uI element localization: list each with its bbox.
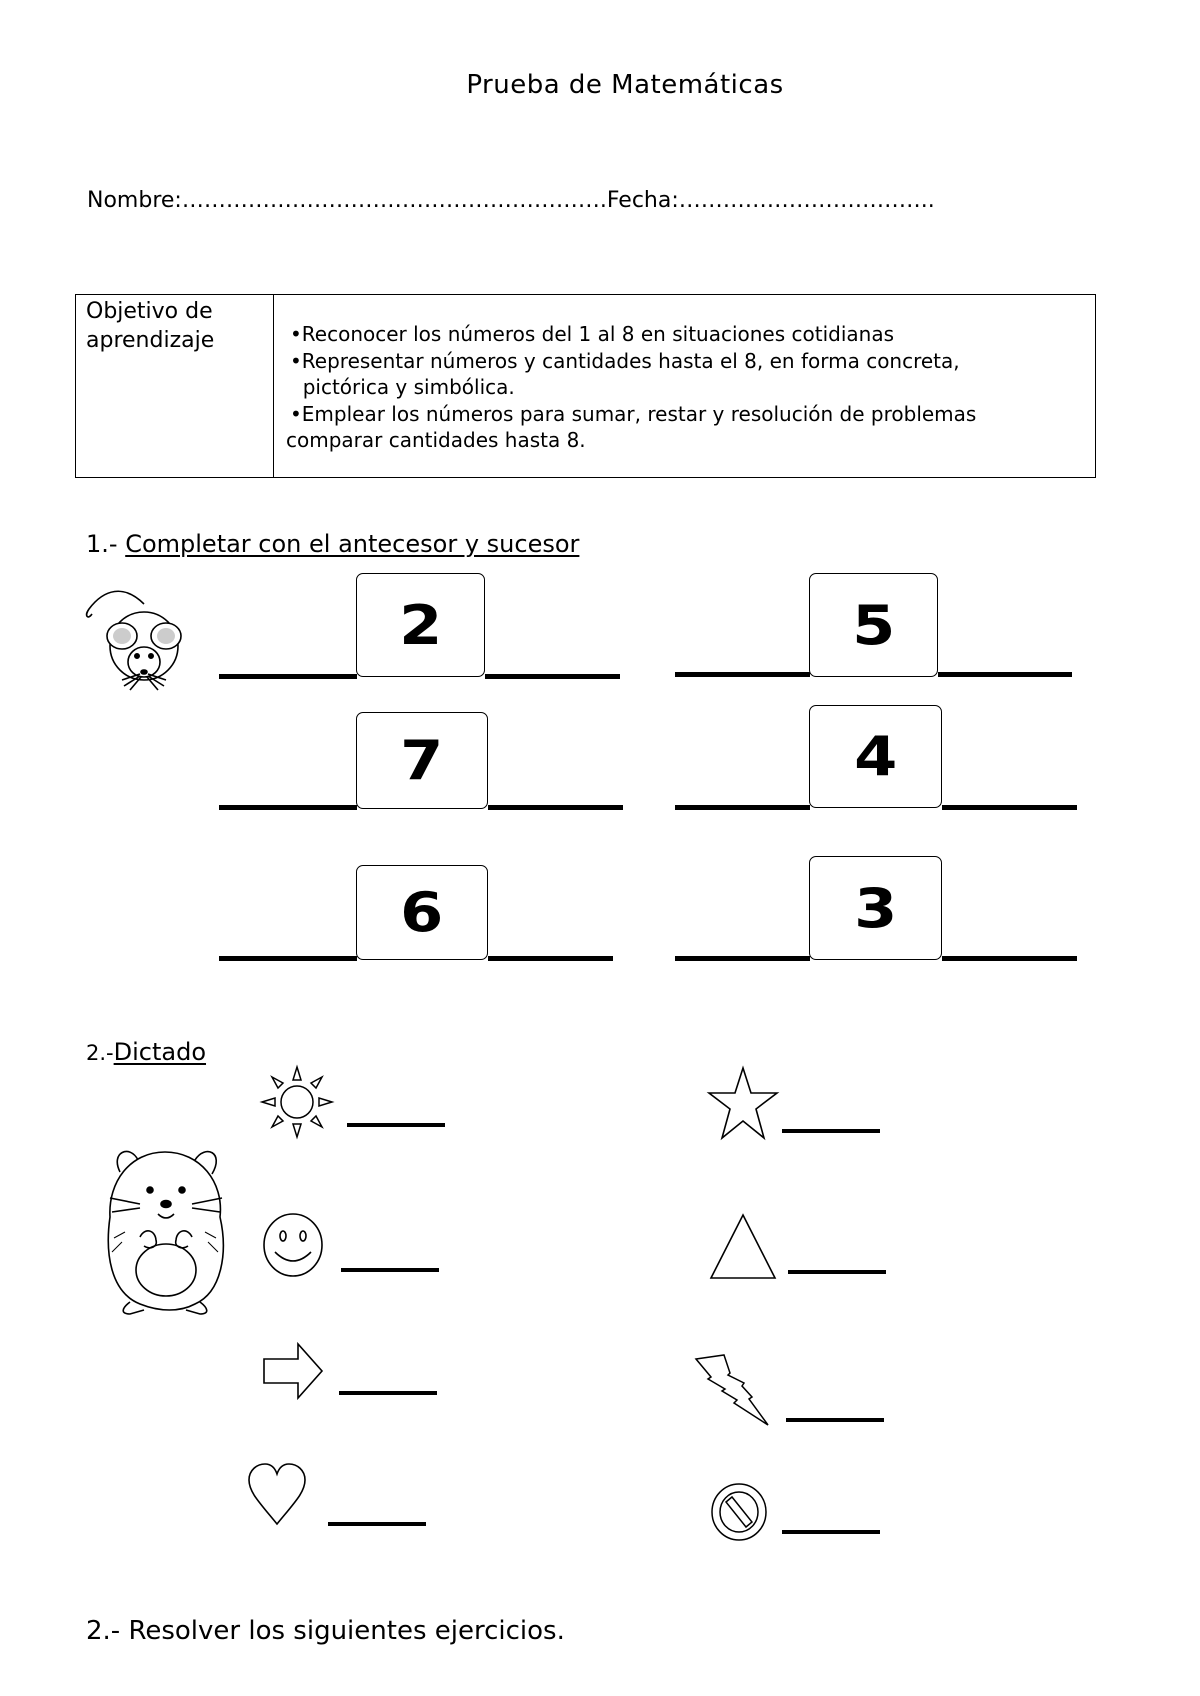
objective-item: comparar cantidades hasta 8. bbox=[286, 428, 586, 452]
section1-title: Completar con el antecesor y sucesor bbox=[125, 530, 580, 558]
answer-line[interactable] bbox=[339, 1391, 437, 1395]
name-date-line bbox=[87, 188, 935, 213]
number-box: 4 bbox=[809, 705, 942, 808]
antecedent-line[interactable] bbox=[219, 805, 357, 810]
successor-line[interactable] bbox=[938, 672, 1072, 677]
mouse-illustration bbox=[84, 584, 204, 696]
objective-item: •Representar números y cantidades hasta el 8, en forma concreta, bbox=[290, 348, 960, 373]
section1-number: 1.- bbox=[86, 530, 118, 558]
successor-line[interactable] bbox=[488, 956, 613, 961]
answer-line[interactable] bbox=[788, 1270, 886, 1274]
antecedent-line[interactable] bbox=[675, 956, 810, 961]
lightning-icon bbox=[694, 1353, 770, 1427]
successor-line[interactable] bbox=[485, 674, 620, 679]
number-box: 5 bbox=[809, 573, 938, 677]
answer-line[interactable] bbox=[328, 1522, 426, 1526]
number-box: 7 bbox=[356, 712, 488, 809]
section2-number: 2.- bbox=[86, 1041, 114, 1065]
number-box: 2 bbox=[356, 573, 485, 677]
date-field[interactable]: …………………………….. bbox=[678, 188, 935, 213]
successor-line[interactable] bbox=[488, 805, 623, 810]
antecedent-line[interactable] bbox=[675, 805, 810, 810]
objective-item: pictórica y simbólica. bbox=[290, 375, 515, 399]
answer-line[interactable] bbox=[341, 1268, 439, 1272]
antecedent-line[interactable] bbox=[675, 672, 810, 677]
antecedent-line[interactable] bbox=[219, 674, 357, 679]
objective-label-line1: Objetivo de bbox=[86, 299, 213, 324]
objective-list bbox=[286, 321, 976, 454]
section2-title: Dictado bbox=[113, 1038, 207, 1066]
answer-line[interactable] bbox=[786, 1418, 884, 1422]
objective-item: •Emplear los números para sumar, restar y resolución de problemas bbox=[290, 401, 977, 426]
objective-label-cell bbox=[76, 295, 274, 477]
answer-line[interactable] bbox=[347, 1123, 445, 1127]
hamster-illustration bbox=[100, 1142, 230, 1317]
heart-icon bbox=[247, 1462, 307, 1526]
section3-heading: 2.- Resolver los siguientes ejercicios. bbox=[86, 1616, 565, 1646]
answer-line[interactable] bbox=[782, 1530, 880, 1534]
successor-line[interactable] bbox=[942, 805, 1077, 810]
answer-line[interactable] bbox=[782, 1129, 880, 1133]
objective-item: •Reconocer los números del 1 al 8 en situaciones cotidianas bbox=[290, 322, 895, 346]
name-label: Nombre: bbox=[87, 188, 182, 213]
antecedent-line[interactable] bbox=[219, 956, 357, 961]
section2-heading bbox=[86, 1038, 206, 1066]
number-box: 3 bbox=[809, 856, 942, 960]
section1-heading bbox=[86, 530, 579, 558]
number-box: 6 bbox=[356, 865, 488, 960]
smiley-icon bbox=[262, 1212, 324, 1278]
name-field[interactable]: …………………………………………………. bbox=[181, 188, 607, 213]
date-label: Fecha: bbox=[606, 188, 679, 213]
prohibited-icon bbox=[710, 1482, 768, 1542]
objective-table bbox=[75, 294, 1096, 478]
sun-icon bbox=[262, 1065, 332, 1140]
objective-label-line2: aprendizaje bbox=[86, 328, 215, 353]
star-icon bbox=[708, 1066, 778, 1142]
triangle-icon bbox=[708, 1212, 778, 1280]
successor-line[interactable] bbox=[942, 956, 1077, 961]
arrow-icon bbox=[262, 1342, 324, 1400]
page-title: Prueba de Matemáticas bbox=[466, 70, 784, 100]
